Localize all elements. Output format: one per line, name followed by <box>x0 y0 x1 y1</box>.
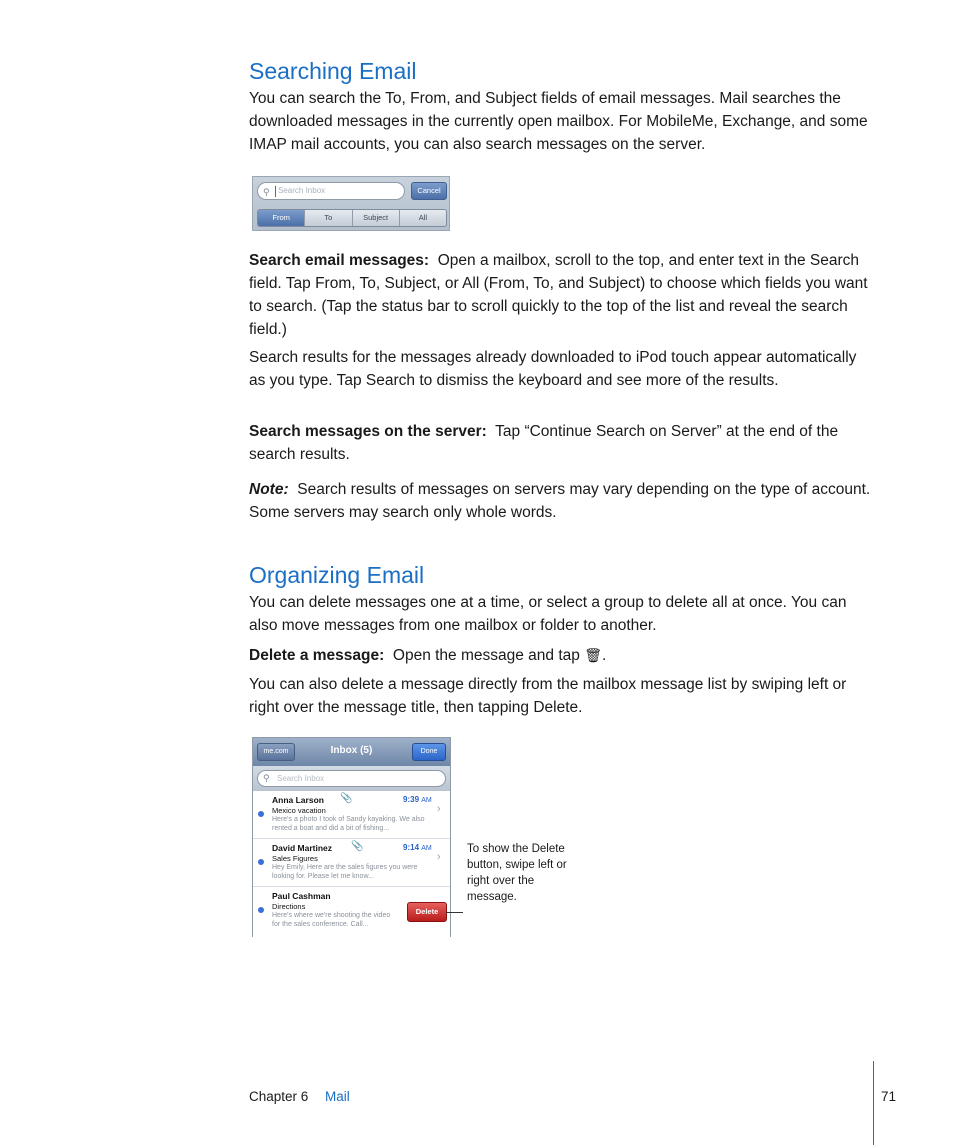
trash-icon: 🗑 <box>584 647 602 663</box>
search-server-paragraph <box>249 420 874 466</box>
back-button[interactable]: me.com <box>257 743 295 761</box>
attachment-icon: 📎 <box>340 793 353 804</box>
scope-to[interactable]: To <box>305 210 352 226</box>
note-text: Search results of messages on servers may vary depending on the type of account. Some servers may search only whole words. <box>249 481 871 521</box>
footer-divider <box>873 1061 874 1145</box>
search-input[interactable] <box>257 182 405 200</box>
section-title-searching: Searching Email <box>249 58 417 84</box>
delete-message-label: Delete a message: <box>249 647 385 664</box>
mail-time: 9:14 AM <box>403 843 432 852</box>
mail-row[interactable] <box>253 791 450 839</box>
section-title-organizing: Organizing Email <box>249 562 425 588</box>
mail-from: Paul Cashman <box>272 891 331 901</box>
mail-from: Anna Larson <box>272 795 324 805</box>
footer-chapter-title: Mail <box>325 1089 350 1104</box>
search-server-text: Tap “Continue Search on Server” at the end of the search results. <box>249 423 839 463</box>
inbox-search-bar <box>253 766 450 791</box>
unread-dot-icon <box>258 859 264 865</box>
inbox-title: Inbox (5) <box>330 745 373 756</box>
search-results-paragraph: Search results for the messages already downloaded to iPod touch appear automatically as you type. Tap Search to dismiss the keyboard and see more of the results. <box>249 349 857 389</box>
callout-leader-line <box>446 912 463 913</box>
mail-subject: Sales Figures <box>272 854 318 863</box>
footer-chapter: Chapter 6 <box>249 1089 309 1104</box>
search-email-label: Search email messages: <box>249 252 430 269</box>
mail-preview: Hey Emily, Here are the sales figures you were looking for. Please let me know... <box>272 864 418 880</box>
unread-dot-icon <box>258 907 264 913</box>
mail-time: 9:39 AM <box>403 795 432 804</box>
unread-dot-icon <box>258 811 264 817</box>
chevron-right-icon: › <box>437 851 441 863</box>
search-placeholder: Search Inbox <box>278 186 326 195</box>
done-button[interactable]: Done <box>412 743 446 761</box>
organizing-intro: You can delete messages one at a time, or select a group to delete all at once. You can also move messages from one mailbox or folder to another. <box>249 594 847 634</box>
search-email-paragraph <box>249 249 874 341</box>
text-cursor <box>275 186 276 197</box>
mail-row[interactable] <box>253 839 450 887</box>
search-email-text: Open a mailbox, scroll to the top, and enter text in the Search field. Tap From, To, Subject, or All (From, To, and Subject) to choose which fields you want to search. (Tap the status bar to scroll quickly to the top of the list and reveal the search field.) <box>249 252 868 338</box>
inbox-screenshot <box>252 737 451 937</box>
scope-all[interactable]: All <box>400 210 446 226</box>
search-server-label: Search messages on the server: <box>249 423 487 440</box>
chevron-right-icon: › <box>437 803 441 815</box>
scope-subject[interactable]: Subject <box>353 210 400 226</box>
searching-intro: You can search the To, From, and Subject fields of email messages. Mail searches the downloaded messages in the currently open mailbox. For MobileMe, Exchange, and some IMAP mail accounts, you can also search messages on the server. <box>249 90 868 153</box>
search-icon: ⚲ <box>263 187 270 197</box>
swipe-delete-paragraph: You can also delete a message directly from the mailbox message list by swiping left or right over the message title, then tapping Delete. <box>249 676 847 716</box>
search-scope-control[interactable] <box>257 209 447 227</box>
nav-bar <box>253 738 450 766</box>
delete-message-text: Open the message and tap <box>392 647 580 664</box>
search-bar-screenshot <box>252 176 450 231</box>
mail-preview: Here's a photo I took of Sandy kayaking. We also rented a boat and did a bit of fishing... <box>272 816 425 832</box>
note-paragraph <box>249 478 874 524</box>
attachment-icon: 📎 <box>351 841 364 852</box>
delete-callout: To show the Delete button, swipe left or right over the message. <box>467 843 567 903</box>
inbox-search-input[interactable] <box>257 770 446 787</box>
page-number: 71 <box>881 1089 897 1104</box>
search-icon: ⚲ <box>263 773 270 783</box>
mail-subject: Directions <box>272 902 306 911</box>
mail-from: David Martinez <box>272 843 332 853</box>
note-label: Note: <box>249 481 289 498</box>
delete-message-paragraph: Delete a message: Open the message and tap 🗑. <box>249 644 874 667</box>
scope-from[interactable]: From <box>258 210 305 226</box>
inbox-search-placeholder: Search Inbox <box>277 774 325 783</box>
mail-subject: Mexico vacation <box>272 806 326 815</box>
cancel-button[interactable]: Cancel <box>411 182 447 200</box>
delete-button[interactable]: Delete <box>407 902 447 922</box>
mail-preview: Here's where we're shooting the video for the sales conference. Call... <box>272 912 391 928</box>
